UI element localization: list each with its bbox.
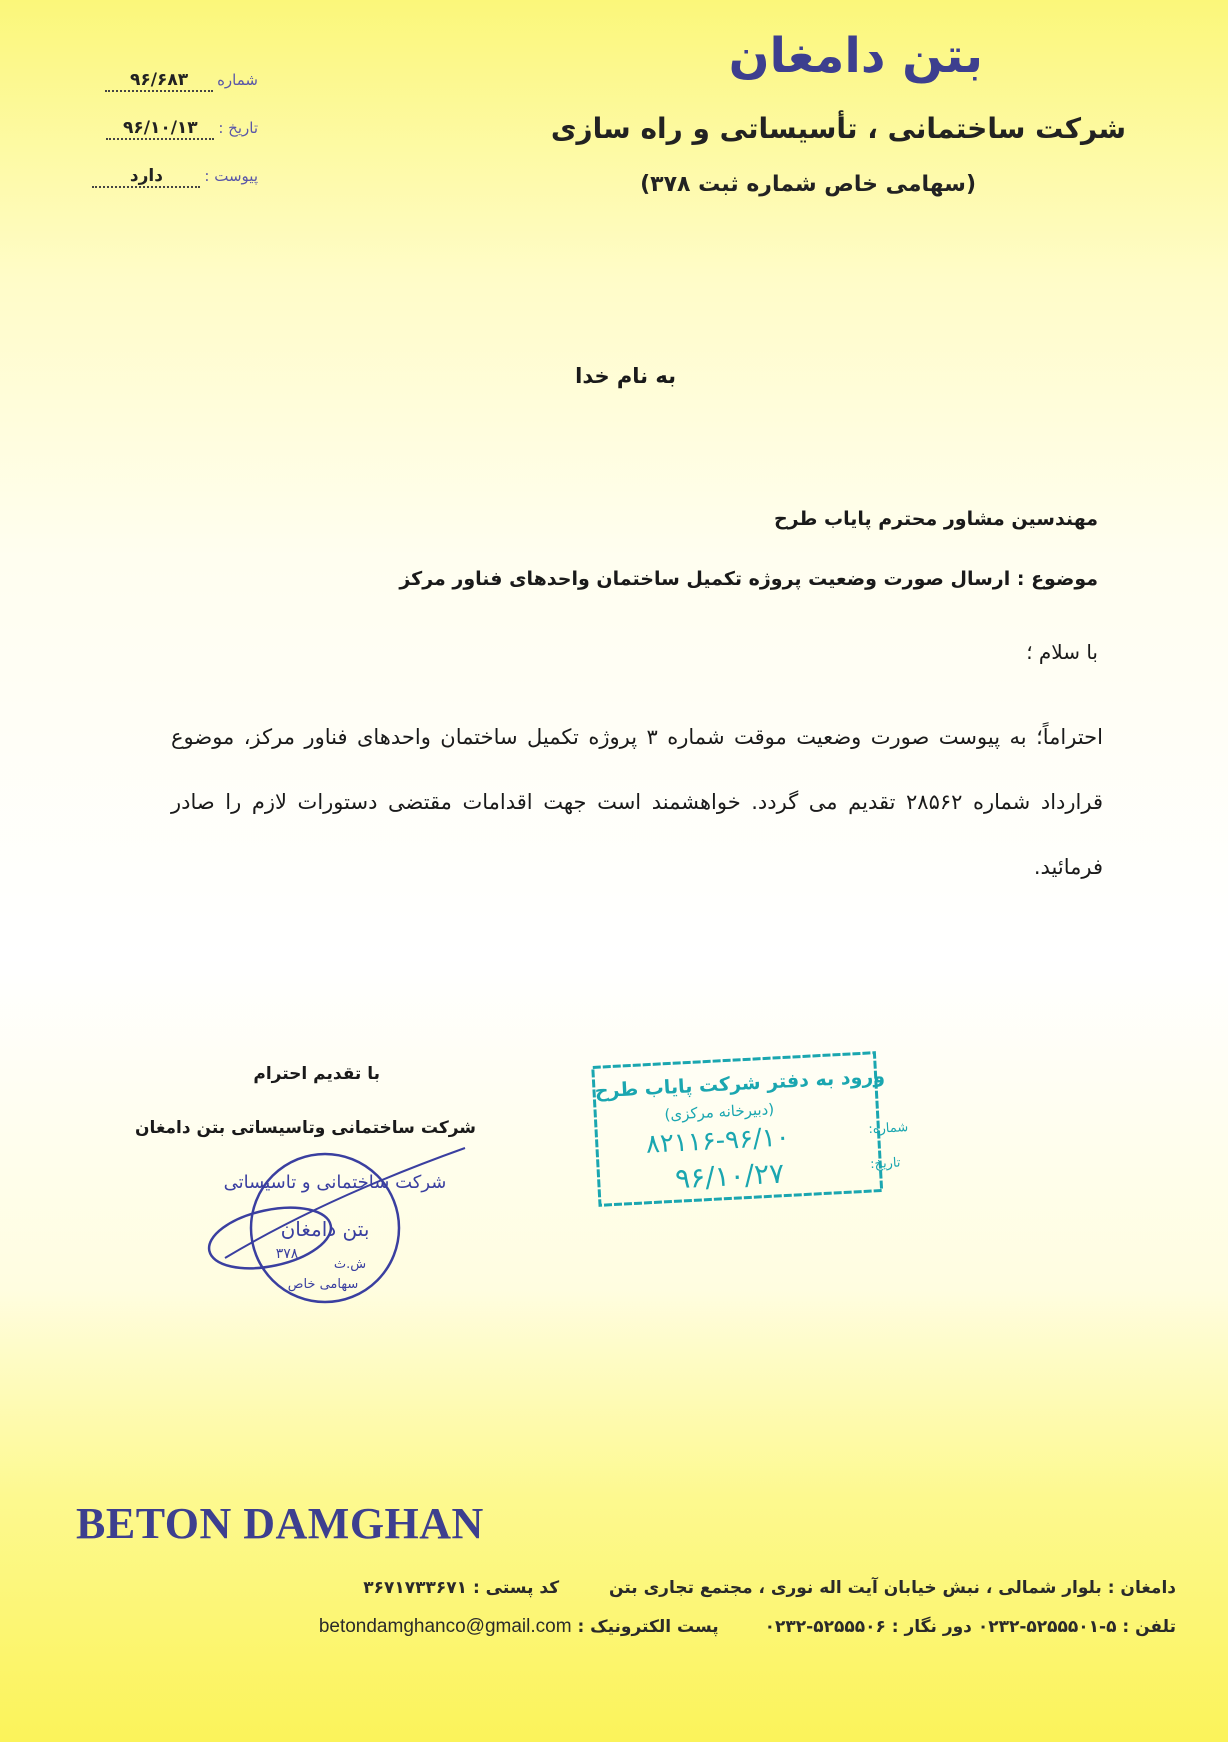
registration-line: (سهامی خاص شماره ثبت ۳۷۸) — [640, 172, 976, 197]
footer-address-line — [363, 1578, 1176, 1598]
letter-number-value: ۹۶/۶۸۳ — [105, 70, 213, 92]
stamp-number-label: شماره: — [868, 1120, 909, 1138]
postal-code-label: کد پستی : — [472, 1578, 560, 1598]
address-text: دامغان : بلوار شمالی ، نبش خیابان آیت اله نوری ، مجتمع تجاری بتن — [609, 1578, 1176, 1598]
attachment-value: دارد — [92, 166, 200, 188]
phone-value: ۵-۵۲۵۵۵۰۱-۰۲۳۲ — [977, 1617, 1117, 1637]
recipient: مهندسین مشاور محترم پایاب طرح — [773, 508, 1098, 530]
brand-title: بتن دامغان — [728, 28, 983, 84]
stamp-date-value: ۹۶/۱۰/۲۷ — [674, 1156, 786, 1196]
seal-reg-number: ۳۷۸ — [275, 1246, 299, 1262]
seal-type: سهامی خاص — [287, 1277, 359, 1292]
subject-label: موضوع : — [1016, 568, 1098, 590]
letter-number-label: شماره — [217, 71, 258, 89]
stamp-subtitle: (دبیرخانه مرکزی) — [664, 1100, 775, 1124]
seal-line1: شرکت ساختمانی و تاسیساتی — [223, 1172, 447, 1193]
letter-number-row — [88, 70, 258, 92]
subject-text: ارسال صورت وضعیت پروژه تکمیل ساختمان واحدهای فناور مرکز — [399, 568, 1011, 590]
attachment-label: پیوست : — [204, 167, 258, 185]
company-seal — [205, 1138, 447, 1313]
stamp-title: ورود به دفتر شرکت پایاب طرح — [594, 1065, 886, 1103]
subject-line — [138, 568, 1098, 590]
closing-company: شرکت ساختمانی وتاسیساتی بتن دامغان — [135, 1118, 476, 1138]
stamp-number-value: ۸۲۱۱۶-۹۶/۱۰ — [645, 1122, 791, 1160]
letter-date-label: تاریخ : — [218, 119, 258, 137]
stamp-date-label: تاریخ: — [869, 1155, 901, 1173]
letter-body: احتراماً؛ به پیوست صورت وضعیت موقت شماره ۳ پروژه تکمیل ساختمان واحدهای فناور مرکز، موضوع قرارداد شماره ۲۸۵۶۲ تقدیم می گردد. خواهشمند است جهت اقدامات مقتضی دستورات لازم را صادر فرمائید. — [171, 725, 1103, 879]
email-value[interactable]: betondamghanco@gmail.com — [318, 1616, 572, 1637]
closing-phrase: با تقدیم احترام — [253, 1064, 380, 1084]
basmala: به نام خدا — [575, 364, 676, 388]
fax-label: دور نگار : — [891, 1617, 972, 1637]
received-stamp — [588, 1033, 909, 1218]
footer-brand: BETON DAMGHAN — [76, 1499, 484, 1548]
footer-contact-line — [319, 1616, 1176, 1638]
letter-date-value: ۹۶/۱۰/۱۳ — [106, 118, 214, 140]
fax-value: ۵۲۵۵۵۰۶-۰۲۳۲ — [764, 1617, 886, 1637]
greeting: با سلام ؛ — [1026, 640, 1098, 664]
company-description: شرکت ساختمانی ، تأسیساتی و راه سازی — [550, 112, 1126, 145]
attachment-row — [88, 166, 258, 188]
letter-date-row — [88, 118, 258, 140]
seal-line2: بتن دامغان — [280, 1217, 370, 1241]
email-label: پست الکترونیک : — [577, 1617, 719, 1637]
phone-label: تلفن : — [1122, 1617, 1176, 1637]
postal-code-value: ۳۶۷۱۷۳۳۶۷۱ — [363, 1578, 468, 1598]
seal-reg-abbr: ش.ث — [333, 1257, 367, 1272]
